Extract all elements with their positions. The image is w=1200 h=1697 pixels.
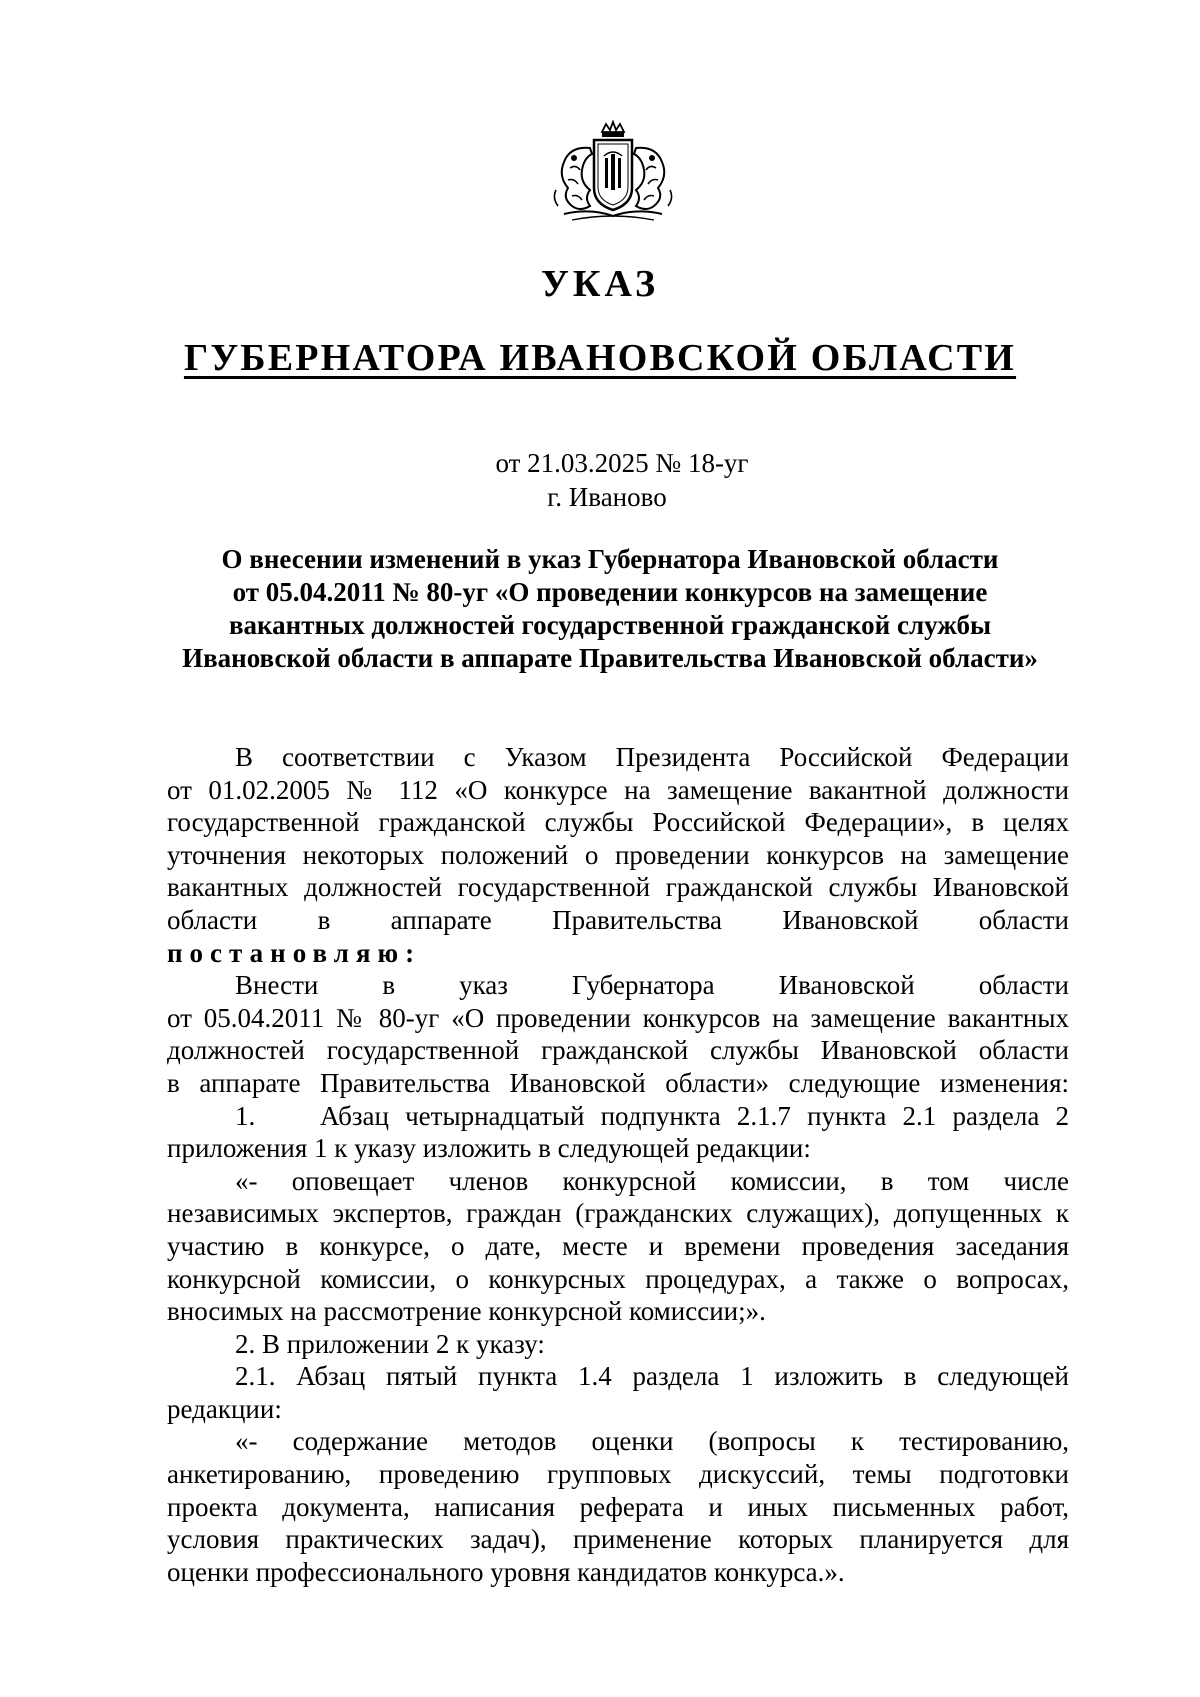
preamble-line: от 01.02.2005 № 112 «О конкурсе на замещение вакантной должности bbox=[167, 774, 1069, 805]
item1-quote-line: независимых экспертов, граждан (гражданских служащих), допущенных к bbox=[167, 1198, 1069, 1229]
preamble-line: государственной гражданской службы Российской Федерации», в целях bbox=[167, 807, 1069, 838]
item2-line: 2. В приложении 2 к указу: bbox=[235, 1328, 545, 1359]
intro-line: должностей государственной гражданской службы Ивановской области bbox=[167, 1035, 1069, 1066]
subject-line: Ивановской области в аппарате Правительства Ивановской области» bbox=[182, 643, 1038, 673]
item2-1-quote-line: оценки профессионального уровня кандидатов конкурса.». bbox=[167, 1556, 845, 1587]
subject-line: О внесении изменений в указ Губернатора Ивановской области bbox=[221, 544, 999, 574]
item1-line: 1. Абзац четырнадцатый подпункта 2.1.7 пункта 2.1 раздела 2 bbox=[235, 1100, 1069, 1131]
decree-body bbox=[167, 741, 1069, 1588]
decree-date-number: от 21.03.2025 № 18-уг bbox=[495, 448, 749, 478]
preamble-line: вакантных должностей государственной гражданской службы Ивановской bbox=[167, 872, 1069, 903]
decree-title: УКАЗ bbox=[541, 263, 659, 305]
preamble-line: области в аппарате Правительства Ивановской области bbox=[167, 904, 1069, 935]
item2-1-quote-line: «- содержание методов оценки (вопросы к тестированию, bbox=[235, 1426, 1069, 1457]
decree-subject bbox=[150, 543, 1070, 675]
item1-quote-line: участию в конкурсе, о дате, месте и времени проведения заседания bbox=[167, 1230, 1069, 1261]
preamble-line: уточнения некоторых положений о проведении конкурсов на замещение bbox=[167, 839, 1069, 870]
resolve-word: постановляю: bbox=[167, 937, 422, 968]
item1-quote-line: конкурсной комиссии, о конкурсных процедурах, а также о вопросах, bbox=[167, 1263, 1069, 1294]
item2-1-line: 2.1. Абзац пятый пункта 1.4 раздела 1 изложить в следующей bbox=[235, 1361, 1069, 1392]
item2-1-quote-line: проекта документа, написания реферата и иных письменных работ, bbox=[167, 1491, 1069, 1522]
item2-1-line: редакции: bbox=[167, 1393, 282, 1424]
subject-line: вакантных должностей государственной гражданской службы bbox=[228, 610, 992, 640]
item2-1-quote-line: условия практических задач), применение которых планируется для bbox=[167, 1524, 1069, 1555]
coat-of-arms-emblem bbox=[550, 118, 676, 226]
issuer-title: ГУБЕРНАТОРА ИВАНОВСКОЙ ОБЛАСТИ bbox=[183, 337, 1017, 379]
decree-city: г. Иваново bbox=[547, 482, 667, 512]
intro-line: от 05.04.2011 № 80-уг «О проведении конкурсов на замещение вакантных bbox=[167, 1002, 1069, 1033]
item1-line: приложения 1 к указу изложить в следующей редакции: bbox=[167, 1133, 811, 1164]
subject-line: от 05.04.2011 № 80-уг «О проведении конкурсов на замещение bbox=[232, 577, 988, 607]
intro-line: Внести в указ Губернатора Ивановской области bbox=[235, 970, 1069, 1001]
item1-quote-line: вносимых на рассмотрение конкурсной комиссии;». bbox=[167, 1296, 766, 1327]
item1-quote-line: «- оповещает членов конкурсной комиссии, в том числе bbox=[235, 1165, 1069, 1196]
intro-line: в аппарате Правительства Ивановской области» следующие изменения: bbox=[167, 1067, 1069, 1098]
preamble-line: В соответствии с Указом Президента Российской Федерации bbox=[235, 742, 1069, 772]
item2-1-quote-line: анкетированию, проведению групповых дискуссий, темы подготовки bbox=[167, 1459, 1069, 1490]
